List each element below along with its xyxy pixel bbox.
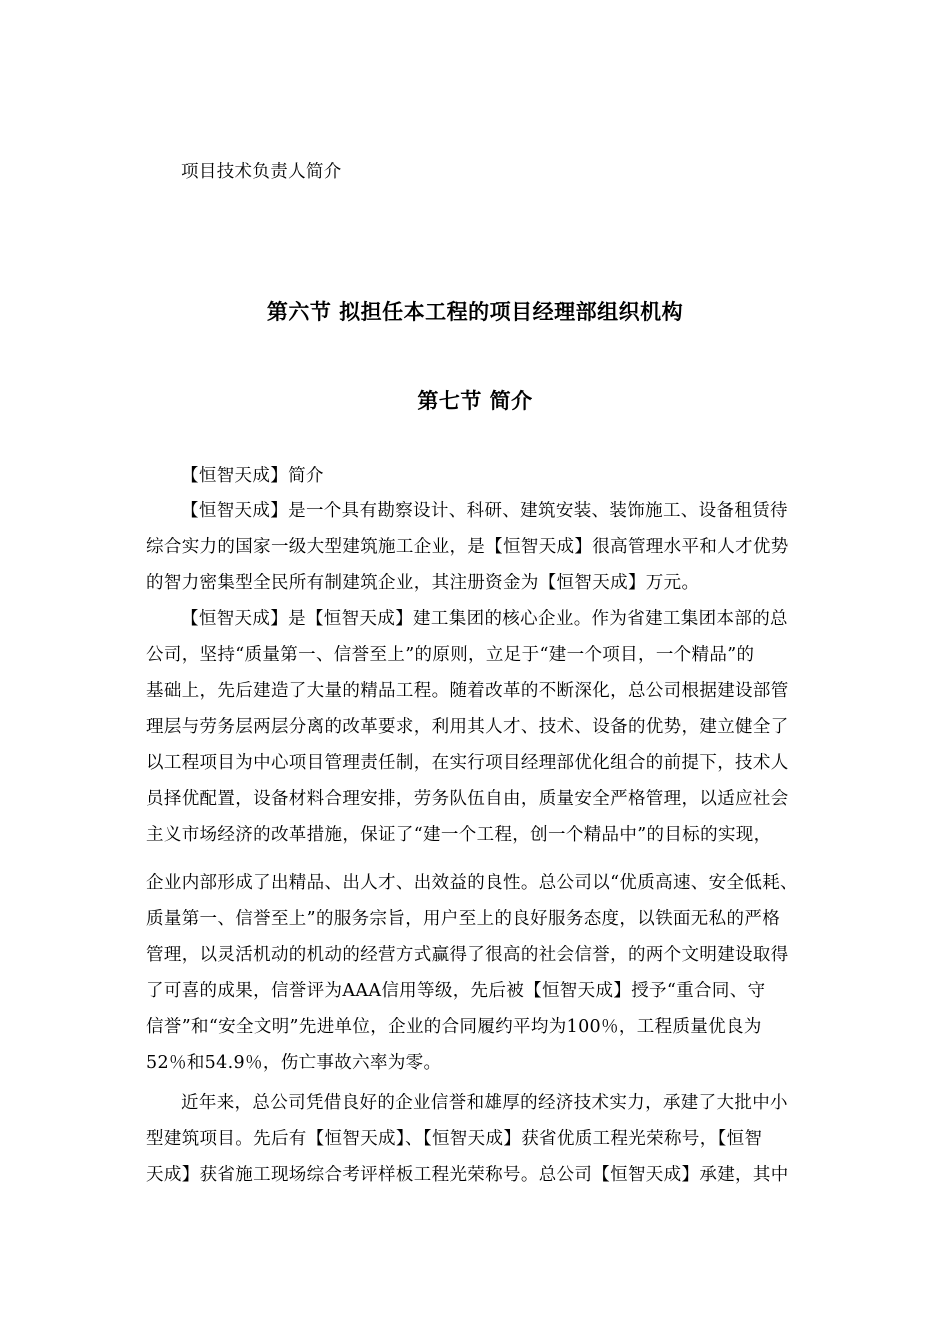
company-subtitle: 【恒智天成】简介 xyxy=(181,466,324,486)
para2-line: 理层与劳务层两层分离的改革要求，利用其人才、技术、设备的优势，建立健全了 xyxy=(146,717,789,737)
para2-line: 信誉”和“安全文明”先进单位，企业的合同履约平均为100％，工程质量优良为 xyxy=(146,1017,762,1037)
para1-line: 【恒智天成】是一个具有勘察设计、科研、建筑安装、装饰施工、设备租赁待 xyxy=(181,501,788,521)
para2-line: 质量第一、信誉至上”的服务宗旨，用户至上的良好服务态度，以铁面无私的严格 xyxy=(146,909,781,929)
para2-line: 基础上，先后建造了大量的精品工程。随着改革的不断深化，总公司根据建设部管 xyxy=(146,681,789,701)
para2-line: 【恒智天成】是【恒智天成】建工集团的核心企业。作为省建工集团本部的总 xyxy=(181,609,788,629)
para3-line: 近年来，总公司凭借良好的企业信誉和雄厚的经济技术实力，承建了大批中小 xyxy=(181,1093,788,1113)
para2-line: 了可喜的成果，信誉评为AAA信用等级，先后被【恒智天成】授予“重合同、守 xyxy=(146,981,766,1001)
para3-line: 型建筑项目。先后有【恒智天成】、【恒智天成】获省优质工程光荣称号，【恒智 xyxy=(146,1129,763,1149)
para1-line: 综合实力的国家一级大型建筑施工企业，是【恒智天成】很高管理水平和人才优势 xyxy=(146,537,789,557)
para2-line: 管理，以灵活机动的机动的经营方式赢得了很高的社会信誉，的两个文明建设取得 xyxy=(146,945,789,965)
para2-line: 企业内部形成了出精品、出人才、出效益的良性。总公司以“优质高速、安全低耗、 xyxy=(146,873,798,893)
section-7-heading: 第七节 简介 xyxy=(417,389,533,413)
para2-line: 52％和54.9％，伤亡事故六率为零。 xyxy=(146,1053,442,1073)
para2-line: 公司，坚持“质量第一、信誉至上”的原则，立足于“建一个项目，一个精品”的 xyxy=(146,645,755,665)
para2-line: 员择优配置，设备材料合理安排，劳务队伍自由，质量安全严格管理，以适应社会 xyxy=(146,789,789,809)
section-6-heading: 第六节 拟担任本工程的项目经理部组织机构 xyxy=(266,300,684,324)
para2-line: 主义市场经济的改革措施，保证了“建一个工程，创一个精品中”的目标的实现， xyxy=(146,825,772,845)
para1-line: 的智力密集型全民所有制建筑企业，其注册资金为【恒智天成】万元。 xyxy=(146,573,700,593)
para3-line: 天成】获省施工现场综合考评样板工程光荣称号。总公司【恒智天成】承建，其中 xyxy=(146,1165,789,1185)
intro-label: 项目技术负责人简介 xyxy=(181,162,342,182)
para2-line: 以工程项目为中心项目管理责任制，在实行项目经理部优化组合的前提下，技术人 xyxy=(146,753,789,773)
